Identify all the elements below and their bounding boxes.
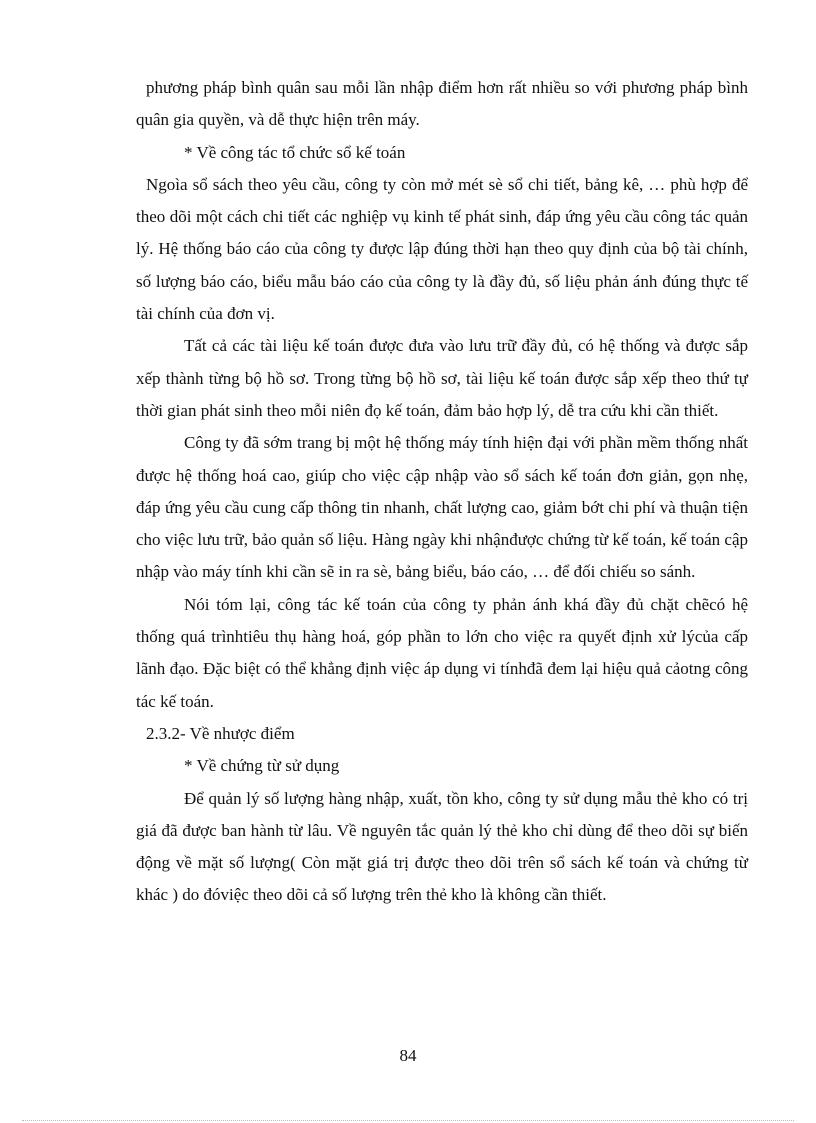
paragraph-books: Ngoìa sổ sách theo yêu cầu, công ty còn mở mét sè sổ chi tiết, bảng kê, … phù hợp để theo dõi một cách chi tiết các nghiệp vụ kinh tế phát sinh, đáp ứng yêu cầu công tác quản lý. Hệ thống báo cáo của công ty được lập đúng thời hạn theo quy định của bộ tài chính, số lượng báo cáo, biểu mẫu báo cáo của công ty là đầy đủ, số liệu phản ánh đúng thực tế tài chính của đơn vị. [136, 174, 748, 324]
section-heading-weaknesses: 2.3.2- Về nhược điểm [146, 723, 295, 743]
heading-documents-used: * Về chứng từ sử dụng [184, 756, 340, 776]
paragraph-computers: Công ty đã sớm trang bị một hệ thống máy tính hiện đại với phần mềm thống nhất được hệ thống hoá cao, giúp cho việc cập nhập vào sổ sách kế toán đơn giản, gọn nhẹ, đáp ứng yêu cầu cung cấp thông tin nhanh, chất lượng cao, giảm bớt chi phí và thuận tiện cho việc lưu trữ, bảo quản số liệu. Hàng ngày khi nhậnđược chứng từ kế toán, kế toán cập nhập vào máy tính khi cần sẽ in ra sè, bảng biểu, báo cáo, … để đối chiếu so sánh. [136, 433, 748, 582]
paragraph-stock-card: Để quản lý số lượng hàng nhập, xuất, tồn kho, công ty sử dụng mẫu thẻ kho có trị giá đã được ban hành từ lâu. Về nguyên tắc quản lý thẻ kho chỉ dùng để theo dõi sự biến động về mặt số lượng( Còn mặt giá trị được theo dõi trên sổ sách kế toán và chứng từ khác ) do đóviệc theo dõi cả số lượng trên thẻ kho là không cần thiết. [136, 788, 748, 905]
paragraph-continuation: phương pháp bình quân sau mỗi lần nhập điểm hơn rất nhiều so với phương pháp bình quân gia quyền, và dễ thực hiện trên máy. [136, 78, 748, 130]
page-number: 84 [399, 1046, 417, 1065]
paragraph-summary: Nói tóm lại, công tác kế toán của công ty phản ánh khá đầy đủ chặt chẽcó hệ thống quá trìnhtiêu thụ hàng hoá, góp phần to lớn cho việc ra quyết định xử lýcủa cấp lãnh đạo. Đặc biệt có thể khẳng định việc áp dụng vi tínhđã đem lại hiệu quả cảotng công tác kế toán. [136, 594, 748, 711]
paragraph-archiving: Tất cả các tài liệu kế toán được đưa vào lưu trữ đầy đủ, có hệ thống và được sắp xếp thành từng bộ hồ sơ. Trong từng bộ hồ sơ, tài liệu kế toán được sắp xếp theo thứ tự thời gian phát sinh theo mỗi niên đọ kế toán, đảm bảo hợp lý, dễ tra cứu khi cần thiết. [136, 336, 748, 420]
body-text [136, 72, 748, 912]
page-bottom-divider [22, 1120, 794, 1121]
heading-bookkeeping: * Về công tác tổ chức sổ kế toán [184, 142, 406, 162]
